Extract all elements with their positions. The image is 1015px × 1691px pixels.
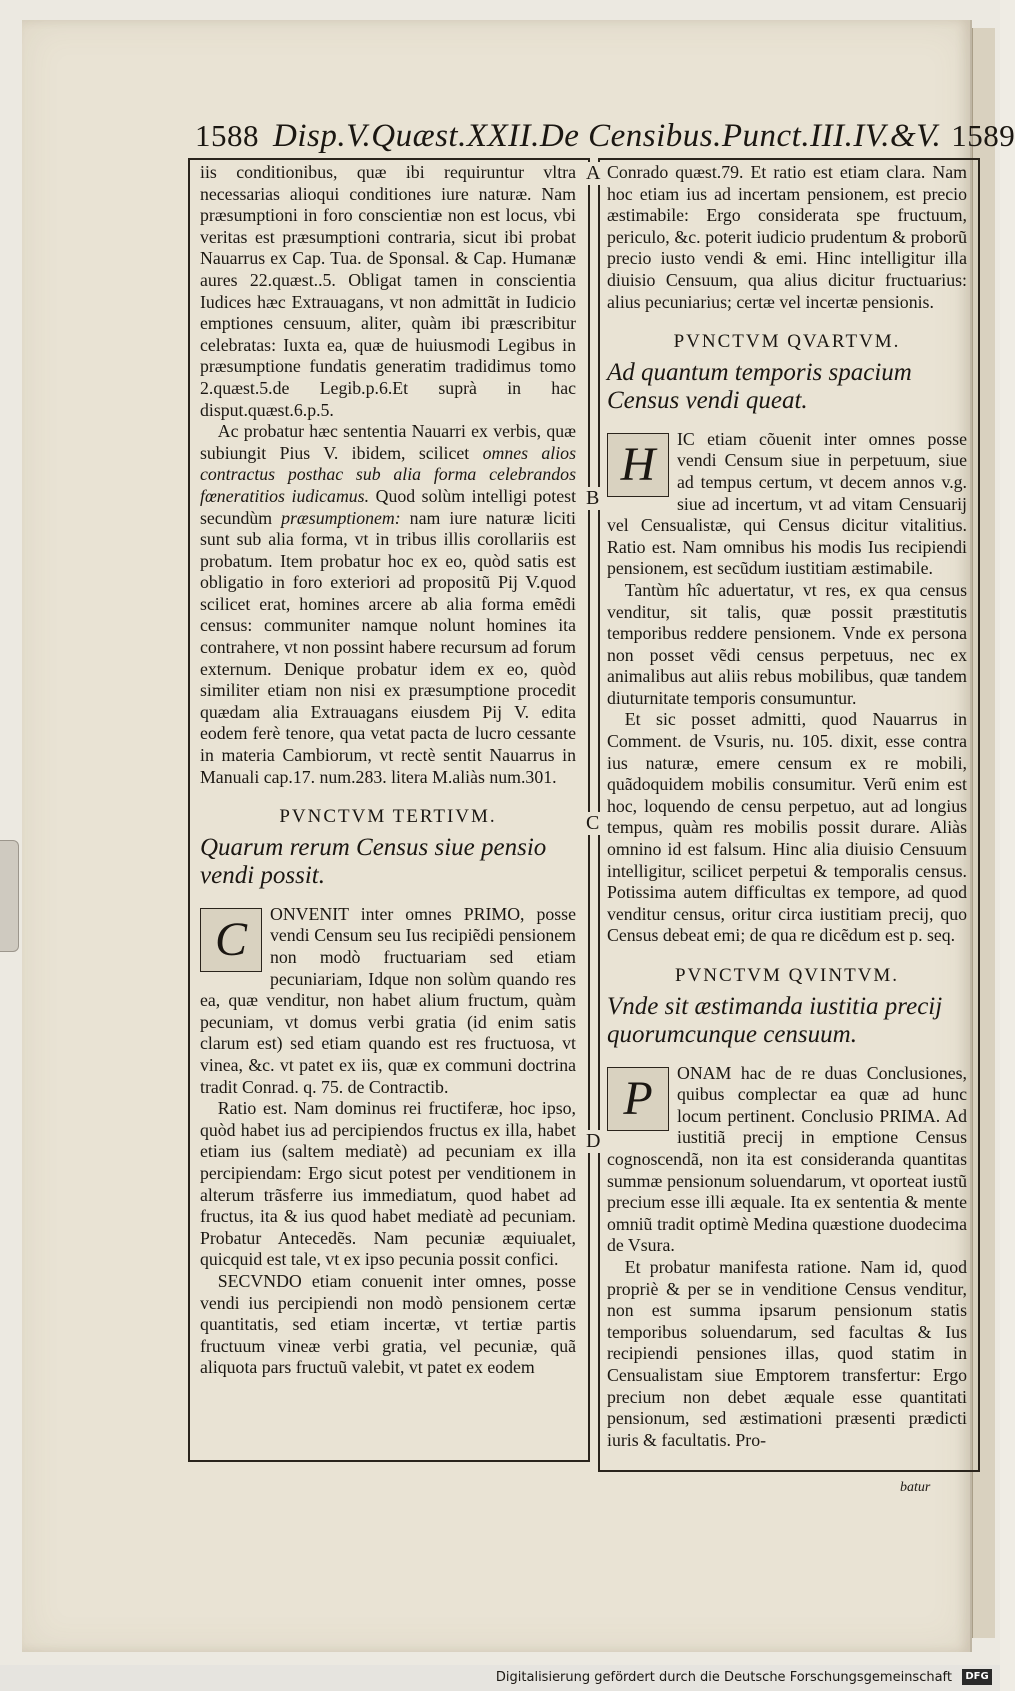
paragraph: Tantùm hîc aduertatur, vt res, ex qua census venditur, sit talis, quæ possit præstitutis temporibus reddere pensionem. Vnde ex persona non posset vẽdi census perpetuus, nec ex animalibus aut aliis rebus mobilibus, quæ tandem diuturnitate temporis consumuntur. [607, 579, 967, 708]
margin-marker-c: C [586, 812, 600, 834]
margin-marker-a: A [586, 162, 601, 184]
paragraph: H IC etiam cõuenit inter omnes posse vendi Censum siue in perpetuum, siue ad tempus certum, vt decem annos v.g. siue ad incertum, vt ad vitam Censuarij vel Censualistæ, qui Census dicitur vitalitius. Ratio est. Nam omnibus his modis Ius recipiendi pensionem, est secũdum iustitiam æstimabile. [607, 428, 967, 579]
drop-cap: C [200, 908, 262, 972]
section-heading: PVNCTVM QVINTVM. [674, 965, 900, 986]
binding-tab [0, 840, 19, 952]
paragraph: Et probatur manifesta ratione. Nam id, quod propriè & per se in venditione Census venditur, non est summa ipsarum pensionum statis temporibus soluendarum, sed facultas & Ius recipiendi pensiones illas, quod statim in Censualistam siue Emptorem transfertur: Ergo precium non debet æquale esse quantitati pensionum, sed æstimationi præsenti prædicti iuris & facultatis. Pro- [607, 1256, 967, 1450]
section-title: Quarum rerum Census siue pensio vendi possit. [200, 833, 547, 889]
section-heading: PVNCTVM QVARTVM. [673, 331, 901, 353]
drop-cap: P [607, 1067, 669, 1131]
paragraph: Et sic posset admitti, quod Nauarrus in Comment. de Vsuris, nu. 105. dixit, esse contra ius naturæ, emere censum ex re mobili, quãdoquidem mobilis consumitur. Verũ enim est hoc, loquendo de censu perpetuo, aut ad longius tempus, quàm res mobilis possit durare. Aliàs omnino id est falsum. Hinc alia diuisio Censuum intelligitur, scilicet perpetui & temporalis census. Potissima autem difficultas ex tempore, ad quod venditur census, oritur circa iustitiam precij, quo Census debeat emi; de qua re dicẽdum est p. seq. [607, 709, 967, 946]
section-title: Vnde sit æstimanda iustitia precij quorumcunque censuum. [607, 992, 943, 1048]
paragraph: Ac probatur hæc sententia Nauarri ex verbis, quæ subiungit Pius V. ibidem, scilicet omnes alios contractus posthac sub alia forma celebrandos fœneratitios iudicamus. Quod solùm intelligi potest secundùm præsumptionem: nam iure naturæ liciti sunt sub alia forma, vt in tribus illis corollariis est probatum. Item probatur hoc ex eo, quòd satis est obligatio in foro exteriori ad propositũ Pij V.quod scilicet erat, homines arcere ab alia forma emẽdi census: communiter namque nolunt homines ita contrahere, vt non possint habere recursum ad forum externum. Denique probatur idem ex eo, quòd similiter etiam non nisi ex præsumptione procedit quædam alia Extrauagans eiusdem Pij V. edita eodem ferè tenore, qua vetat pacta de lucro cessante in materia Cambiorum, vt rectè sentit Nauarrus in Manuali cap.17. num.283. litera M.aliàs num.301. [200, 421, 577, 787]
left-page-number: 1588 [195, 118, 259, 153]
margin-marker-b: B [586, 487, 600, 509]
section-heading: PVNCTVM TERTIVM. [279, 806, 497, 828]
section-title: Ad quantum temporis spacium Census vendi queat. [607, 358, 912, 414]
paragraph: SECVNDO etiam conuenit inter omnes, posse vendi ius percipiendi non modò pensionem certæ quantitatis, sed etiam incertæ, vt tertiæ partis fructuum vineæ verbi gratia, vel pecuniæ, quã aliquota pars fructuũ valebit, vt patet ex eodem [200, 1270, 576, 1378]
paragraph: C ONVENIT inter omnes PRIMO, posse vendi Censum seu Ius recipiẽdi pensionem non modò fructuariam sed etiam pecuniariam, Idque non solùm quando res ea, quæ venditur, non habet alium fructum, quàm pecuniam, vt domus verbi gratia (id enim satis clarum est) sed etiam quando est res fructuosa, vt vinea, &c. vt patet ex iis, quæ ex communi doctrina tradit Conrad. q. 75. de Contractib. [200, 903, 576, 1097]
header-title: Disp.V.Quæst.XXII.De Censibus.Punct.III.IV.&V. [273, 118, 942, 154]
paragraph: Conrado quæst.79. Et ratio est etiam clara. Nam hoc etiam ius ad incertam pensionem, est precio æstimabile: Ergo considerata spe fructuum, periculo, &c. poterit iudicio prudentum & proborũ precio iusto vendi & emi. Hinc intelligitur illa diuisio Censuum, qua alius dicitur fructuarius: alius pecuniarius; certæ vel incertæ pensionis. [607, 162, 967, 312]
left-column [200, 162, 576, 1452]
footer-text: Digitalisierung gefördert durch die Deutsche Forschungsgemeinschaft [495, 1670, 952, 1685]
right-page-number: 1589 [951, 118, 1015, 153]
catchword: batur [900, 1480, 931, 1495]
margin-marker-d: D [586, 1130, 601, 1152]
drop-cap: H [607, 433, 669, 497]
right-column [607, 162, 967, 1462]
paragraph: Ratio est. Nam dominus rei fructiferæ, hoc ipso, quòd habet ius ad percipiendos fructus ex illa, habet etiam ius (saltem mediatè) ad pecuniam ex illa percipiendam: Ergo sicut potest per venditionem in alterum trãsferre ius immediatum, quod habet ad fructus, ita & ius quod habet mediatè ad pecuniam. Probatur Antecedẽs. Nam pecuniæ æquiualet, quicquid est tale, vt ex ipso pecunia possit confici. [200, 1098, 576, 1270]
running-header [195, 118, 1015, 158]
digitization-footer [0, 1665, 1000, 1691]
paragraph: iis conditionibus, quæ ibi requiruntur vltra necessarias alioqui conditiones iure naturæ. Nam præsumptioni in foro conscientiæ non est locus, vbi veritas est præsumptioni contraria, sicut ibi probat Nauarrus ex Cap. Tua. de Sponsal. & Cap. Humanæ aures 22.quæst..5. Obligat tamen in conscientia Iudices hæc Extrauagans, vt non admittãt in Iudicio emptiones censuum, aliter, quàm ibi præscribitur celebratas: Iuxta ea, quæ de huiusmodi Legibus in præsumptione fundatis generatim tradidimus tomo 2.quæst.5.de Legib.p.6.Et suprà in hac disput.quæst.6.p.5. [200, 162, 576, 420]
dfg-logo-icon: DFG [962, 1669, 992, 1685]
paragraph: P ONAM hac de re duas Conclusiones, quibus complectar ea quæ ad hunc locum pertinent. Conclusio PRIMA. Ad iustitiã precij in emptione Census cognoscendã, non ita est consideranda quantitas summæ pensionum soluendarum, vt oporteat iustũ precium esse illi æquale. Ita ex sententia & mente omniũ tradit optimè Medina quæstione duodecima de Vsura. [607, 1062, 967, 1256]
